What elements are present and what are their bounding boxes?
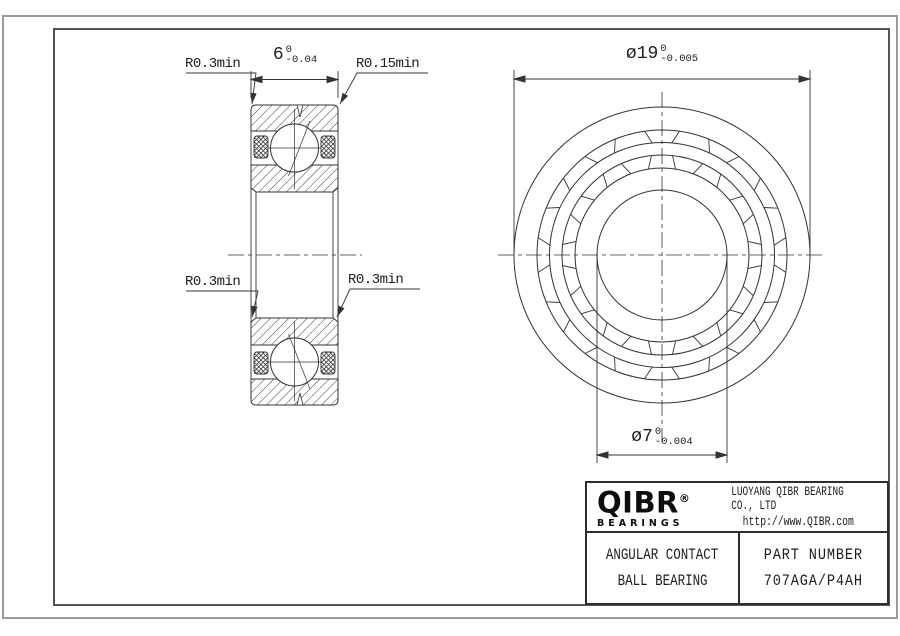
registered-mark: ® xyxy=(678,492,691,505)
width-dimension-text xyxy=(252,45,338,65)
od-value: ø19 xyxy=(625,44,659,64)
od-lower-tol: -0.005 xyxy=(660,53,699,65)
radius-callout-bottom-left: R0.3min xyxy=(185,274,241,290)
product-line2: BALL BEARING xyxy=(617,572,708,590)
title-block xyxy=(585,481,889,605)
title-block-header-row xyxy=(587,483,887,533)
bore-upper-tol: 0 xyxy=(654,426,662,438)
od-upper-tol: 0 xyxy=(660,43,667,55)
od-dimension-text xyxy=(562,44,762,64)
company-website: http://www.QIBR.com xyxy=(742,515,854,529)
title-block-detail-row xyxy=(587,533,887,603)
logo-wordmark: QIBR® xyxy=(597,485,691,520)
bore-dimension-text xyxy=(562,427,762,447)
width-dimension xyxy=(251,71,338,98)
qibr-logo xyxy=(587,483,709,531)
section-view xyxy=(228,105,362,405)
logo-subtitle: BEARINGS xyxy=(597,517,684,529)
width-lower-tol: -0.04 xyxy=(285,54,318,66)
width-value: 6 xyxy=(272,45,284,65)
product-type-cell xyxy=(587,533,740,603)
part-number-value: 707AGA/P4AH xyxy=(763,572,864,590)
product-line1: ANGULAR CONTACT xyxy=(606,546,719,564)
bore-value: ø7 xyxy=(631,427,653,447)
front-view xyxy=(498,92,826,442)
part-number-label: PART NUMBER xyxy=(763,546,864,564)
part-number-cell xyxy=(740,533,887,603)
radius-callout-top-right: R0.15min xyxy=(356,56,420,72)
width-upper-tol: 0 xyxy=(285,44,292,56)
radius-callout-top-left: R0.3min xyxy=(185,56,241,72)
radius-callout-bottom-right: R0.3min xyxy=(348,272,404,288)
company-name: LUOYANG QIBR BEARING CO., LTD xyxy=(731,485,844,513)
bore-lower-tol: -0.004 xyxy=(654,436,693,448)
company-cell xyxy=(709,483,887,531)
